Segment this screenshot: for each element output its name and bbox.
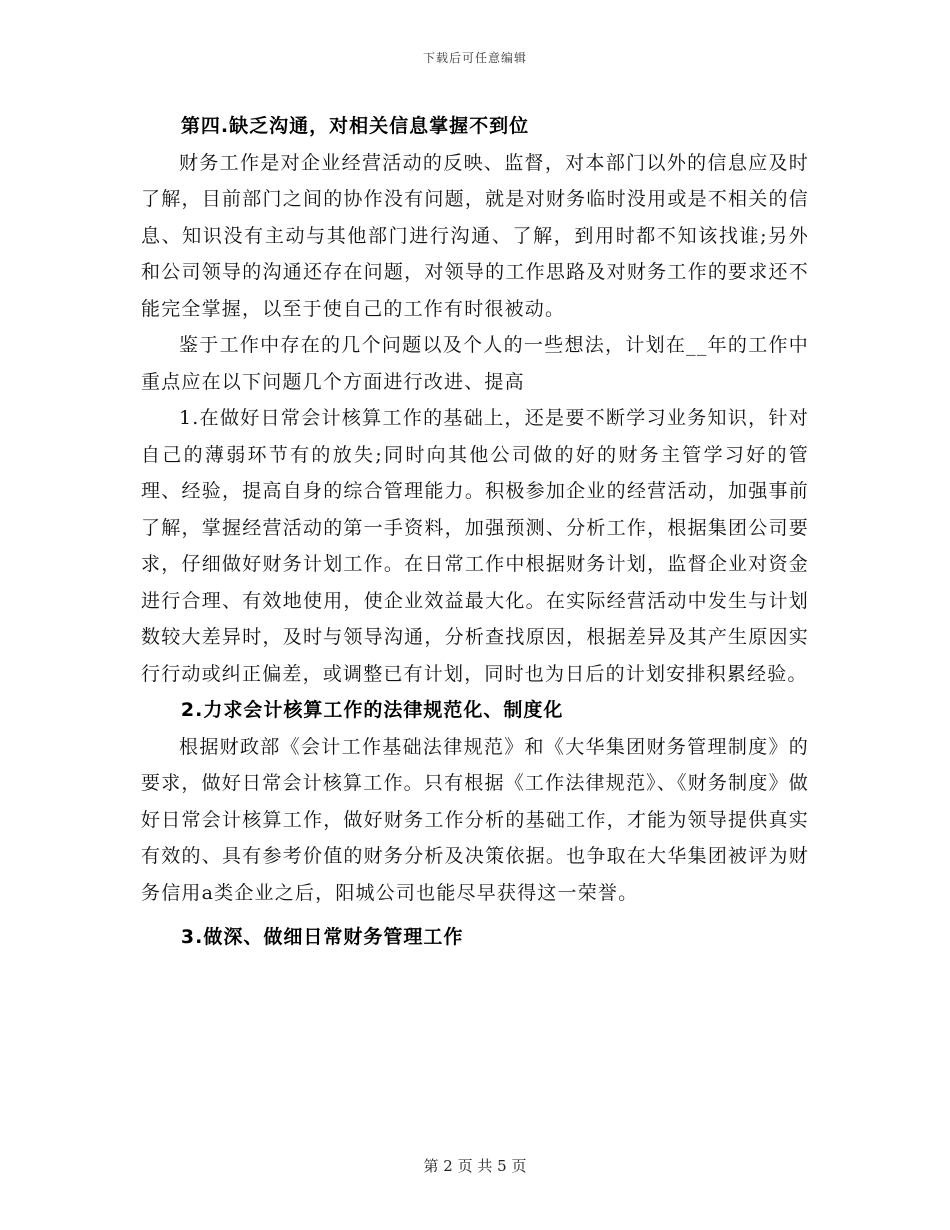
paragraph-plan-intro: 鉴于工作中存在的几个问题以及个人的一些想法，计划在__年的工作中重点应在以下问题几个方面进行改进、提高 [141,334,809,393]
section-heading-3: 3.做深、做细日常财务管理工作 [180,926,464,948]
paragraph-item-1: 1.在做好日常会计核算工作的基础上，还是要不断学习业务知识，针对自己的薄弱环节有的放失;同时向其他公司做的好的财务主管学习好的管理、经验，提高自身的综合管理能力。积极参加企业的经营活动，加强事前了解，掌握经营活动的第一手资料，加强预测、分析工作，根据集团公司要求，仔细做好财务计划工作。在日常工作中根据财务计划，监督企业对资金进行合理、有效地使用，使企业效益最大化。在实际经营活动中发生与计划数较大差异时，及时与领导沟通，分析查找原因，根据差异及其产生原因实行行动或纠正偏差，或调整已有计划，同时也为日后的计划安排积累经验。 [141,407,809,685]
paragraph-accounting-standards: 根据财政部《会计工作基础法律规范》和《大华集团财务管理制度》的要求，做好日常会计核算工作。只有根据《工作法律规范》、《财务制度》做好日常会计核算工作，做好财务工作分析的基础工作，才能为领导提供真实有效的、具有参考价值的财务分析及决策依据。也争取在大华集团被评为财务信用a类企业之后，阳城公司也能尽早获得这一荣誉。 [141,735,809,904]
page-footer: 第 2 页 共 5 页 [423,1157,527,1175]
document-body [141,108,809,956]
section-heading-2: 2.力求会计核算工作的法律规范化、制度化 [180,699,564,721]
paragraph-communication: 财务工作是对企业经营活动的反映、监督，对本部门以外的信息应及时了解，目前部门之间的协作没有问题，就是对财务临时没用或是不相关的信息、知识没有主动与其他部门进行沟通、了解，到用时都不知该找谁;另外和公司领导的沟通还存在问题，对领导的工作思路及对财务工作的要求还不能完全掌握，以至于使自己的工作有时很被动。 [141,151,809,320]
section-heading-4: 第四.缺乏沟通，对相关信息掌握不到位 [180,115,530,137]
page-header: 下载后可任意编辑 [422,51,527,65]
